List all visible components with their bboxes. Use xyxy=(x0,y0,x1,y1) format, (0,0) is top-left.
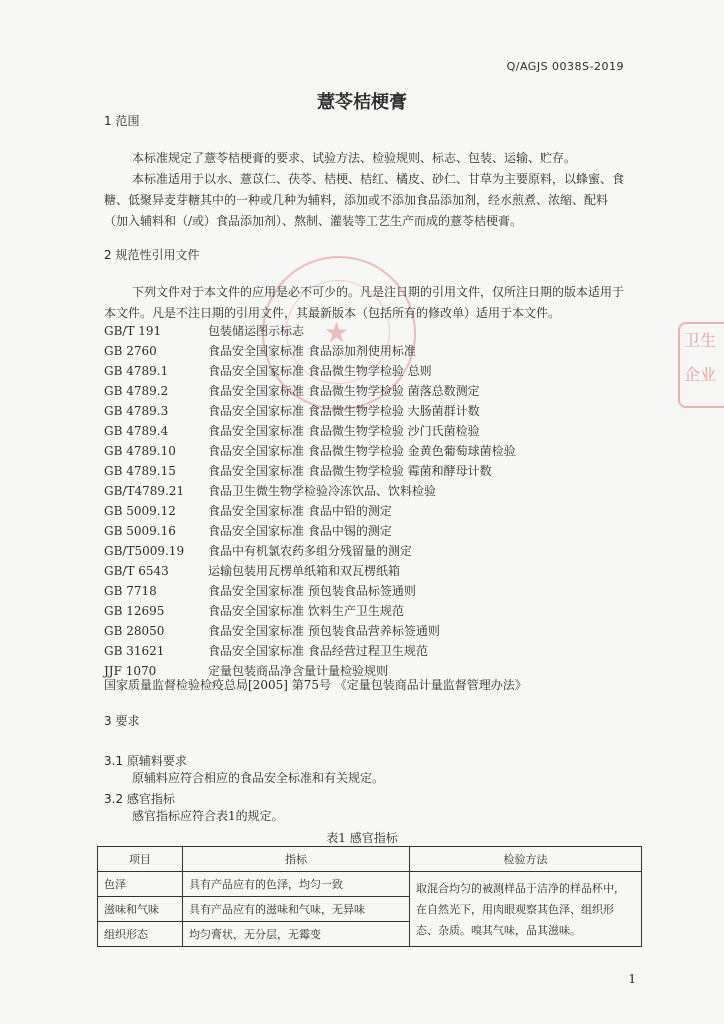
ref-title: 食品安全国家标准 食品微生物学检验 总则 xyxy=(208,364,432,378)
reference-row xyxy=(104,601,404,621)
table-row xyxy=(98,872,642,897)
cell-item: 滋味和气味 xyxy=(98,897,183,922)
ref-title: 食品安全国家标准 食品微生物学检验 金黄色葡萄球菌检验 xyxy=(208,444,516,458)
section-2-heading: 2 规范性引用文件 xyxy=(104,248,200,262)
ref-title: 食品安全国家标准 食品中铅的测定 xyxy=(208,504,392,518)
cell-index: 均匀膏状，无分层，无霉变 xyxy=(183,922,410,947)
ref-title: 食品安全国家标准 食品中锡的测定 xyxy=(208,524,392,538)
ref-title: 食品安全国家标准 食品微生物学检验 菌落总数测定 xyxy=(208,384,480,398)
cell-item: 色泽 xyxy=(98,872,183,897)
ref-code: GB 12695 xyxy=(104,604,165,618)
cell-method: 取混合均匀的被测样品于洁净的样品杯中，在自然光下，用肉眼观察其色泽、组织形态、杂质。嗅其气味，品其滋味。 xyxy=(410,872,642,947)
seal-star-icon: ★ xyxy=(324,316,350,349)
ref-code: GB 4789.3 xyxy=(104,404,169,418)
ref-title: 食品安全国家标准 食品微生物学检验 大肠菌群计数 xyxy=(208,404,480,418)
cell-index: 具有产品应有的滋味和气味，无异味 xyxy=(183,897,410,922)
ref-title: 定量包装商品净含量计量检验规则 xyxy=(208,664,389,678)
section-1-para-1: 本标准规定了薏苓桔梗膏的要求、试验方法、检验规则、标志、包装、运输、贮存。 xyxy=(132,151,577,165)
ref-code: GB 4789.15 xyxy=(104,464,176,478)
reference-row xyxy=(104,521,392,541)
ref-code: GB 4789.10 xyxy=(104,444,176,458)
reference-row xyxy=(104,481,436,501)
reference-row xyxy=(104,561,400,581)
section-3-1-heading: 3.1 原辅料要求 xyxy=(104,754,187,768)
ref-code: GB/T 6543 xyxy=(104,564,169,578)
sensory-index-table xyxy=(97,846,642,947)
reference-row xyxy=(104,621,440,641)
section-3-heading: 3 要求 xyxy=(104,714,140,728)
cell-index: 具有产品应有的色泽，均匀一致 xyxy=(183,872,410,897)
ref-title: 食品安全国家标准 食品添加剂使用标准 xyxy=(208,344,416,358)
header-cell-method: 检验方法 xyxy=(410,847,642,872)
ref-code: GB 31621 xyxy=(104,644,165,658)
edge-seal-stamp: 卫生 企业 xyxy=(678,322,724,408)
reference-row xyxy=(104,501,392,521)
section-1-heading: 1 范围 xyxy=(104,114,140,128)
ref-code: GB/T5009.19 xyxy=(104,544,185,558)
ref-code: GB/T4789.21 xyxy=(104,484,185,498)
section-3-1-text: 原辅料应符合相应的食品安全标准和有关规定。 xyxy=(132,771,385,785)
reference-row xyxy=(104,381,480,401)
reference-row xyxy=(104,581,416,601)
ref-code: GB/T 191 xyxy=(104,324,162,338)
header-cell-item: 项目 xyxy=(98,847,183,872)
section-3-2-heading: 3.2 感官指标 xyxy=(104,792,175,806)
cell-item: 组织形态 xyxy=(98,922,183,947)
ref-code: GB 7718 xyxy=(104,584,157,598)
reference-row xyxy=(104,441,516,461)
ref-title: 食品安全国家标准 预包装食品营养标签通则 xyxy=(208,624,440,638)
ref-code: GB 4789.2 xyxy=(104,384,169,398)
ref-code: JJF 1070 xyxy=(104,664,157,678)
ref-title: 食品中有机氯农药多组分残留量的测定 xyxy=(208,544,413,558)
reference-row xyxy=(104,341,416,361)
ref-title: 食品卫生微生物学检验冷冻饮品、饮料检验 xyxy=(208,484,437,498)
header-cell-index: 指标 xyxy=(183,847,410,872)
table-1-caption: 表1 感官指标 xyxy=(326,831,398,845)
reference-row xyxy=(104,641,428,661)
page-number: 1 xyxy=(628,972,636,986)
ref-code: GB 5009.12 xyxy=(104,504,176,518)
ref-title: 食品安全国家标准 食品经营过程卫生规范 xyxy=(208,644,428,658)
reference-row xyxy=(104,541,412,561)
ref-title: 食品安全国家标准 食品微生物学检验 沙门氏菌检验 xyxy=(208,424,480,438)
ref-code: GB 2760 xyxy=(104,344,157,358)
ref-title: 食品安全国家标准 饮料生产卫生规范 xyxy=(208,604,404,618)
reference-regulation: 国家质量监督检验检疫总局[2005] 第75号 《定量包装商品计量监督管理办法》 xyxy=(104,678,527,692)
reference-row xyxy=(104,401,480,421)
standard-code: Q/AGJS 0038S-2019 xyxy=(506,60,624,73)
ref-title: 包装储运图示标志 xyxy=(208,324,305,338)
reference-row xyxy=(104,321,304,341)
document-title: 薏苓桔梗膏 xyxy=(317,92,407,113)
ref-code: GB 4789.4 xyxy=(104,424,169,438)
ref-title: 运输包装用瓦楞单纸箱和双瓦楞纸箱 xyxy=(208,564,401,578)
ref-code: GB 28050 xyxy=(104,624,165,638)
ref-title: 食品安全国家标准 食品微生物学检验 霉菌和酵母计数 xyxy=(208,464,492,478)
ref-title: 食品安全国家标准 预包装食品标签通则 xyxy=(208,584,416,598)
ref-code: GB 5009.16 xyxy=(104,524,176,538)
section-3-2-text: 感官指标应符合表1的规定。 xyxy=(132,809,284,823)
table-header-row xyxy=(98,847,642,872)
section-1-para-2: 本标准适用于以水、薏苡仁、茯苓、桔梗、桔红、橘皮、砂仁、甘草为主要原料，以蜂蜜、食糖、低聚异麦芽糖其中的一种或几种为辅料，添加或不添加食品添加剂，经水煎煮、浓缩、配料（加入辅料和（/或）食品添加剂）、熬制、灌装等工艺生产而成的薏苓桔梗膏。 xyxy=(104,172,625,228)
reference-row xyxy=(104,421,480,441)
ref-code: GB 4789.1 xyxy=(104,364,169,378)
reference-row xyxy=(104,461,492,481)
reference-row xyxy=(104,361,432,381)
section-2-intro: 下列文件对于本文件的应用是必不可少的。凡是注日期的引用文件，仅所注日期的版本适用于本文件。凡是不注日期的引用文件，其最新版本（包括所有的修改单）适用于本文件。 xyxy=(104,285,625,320)
